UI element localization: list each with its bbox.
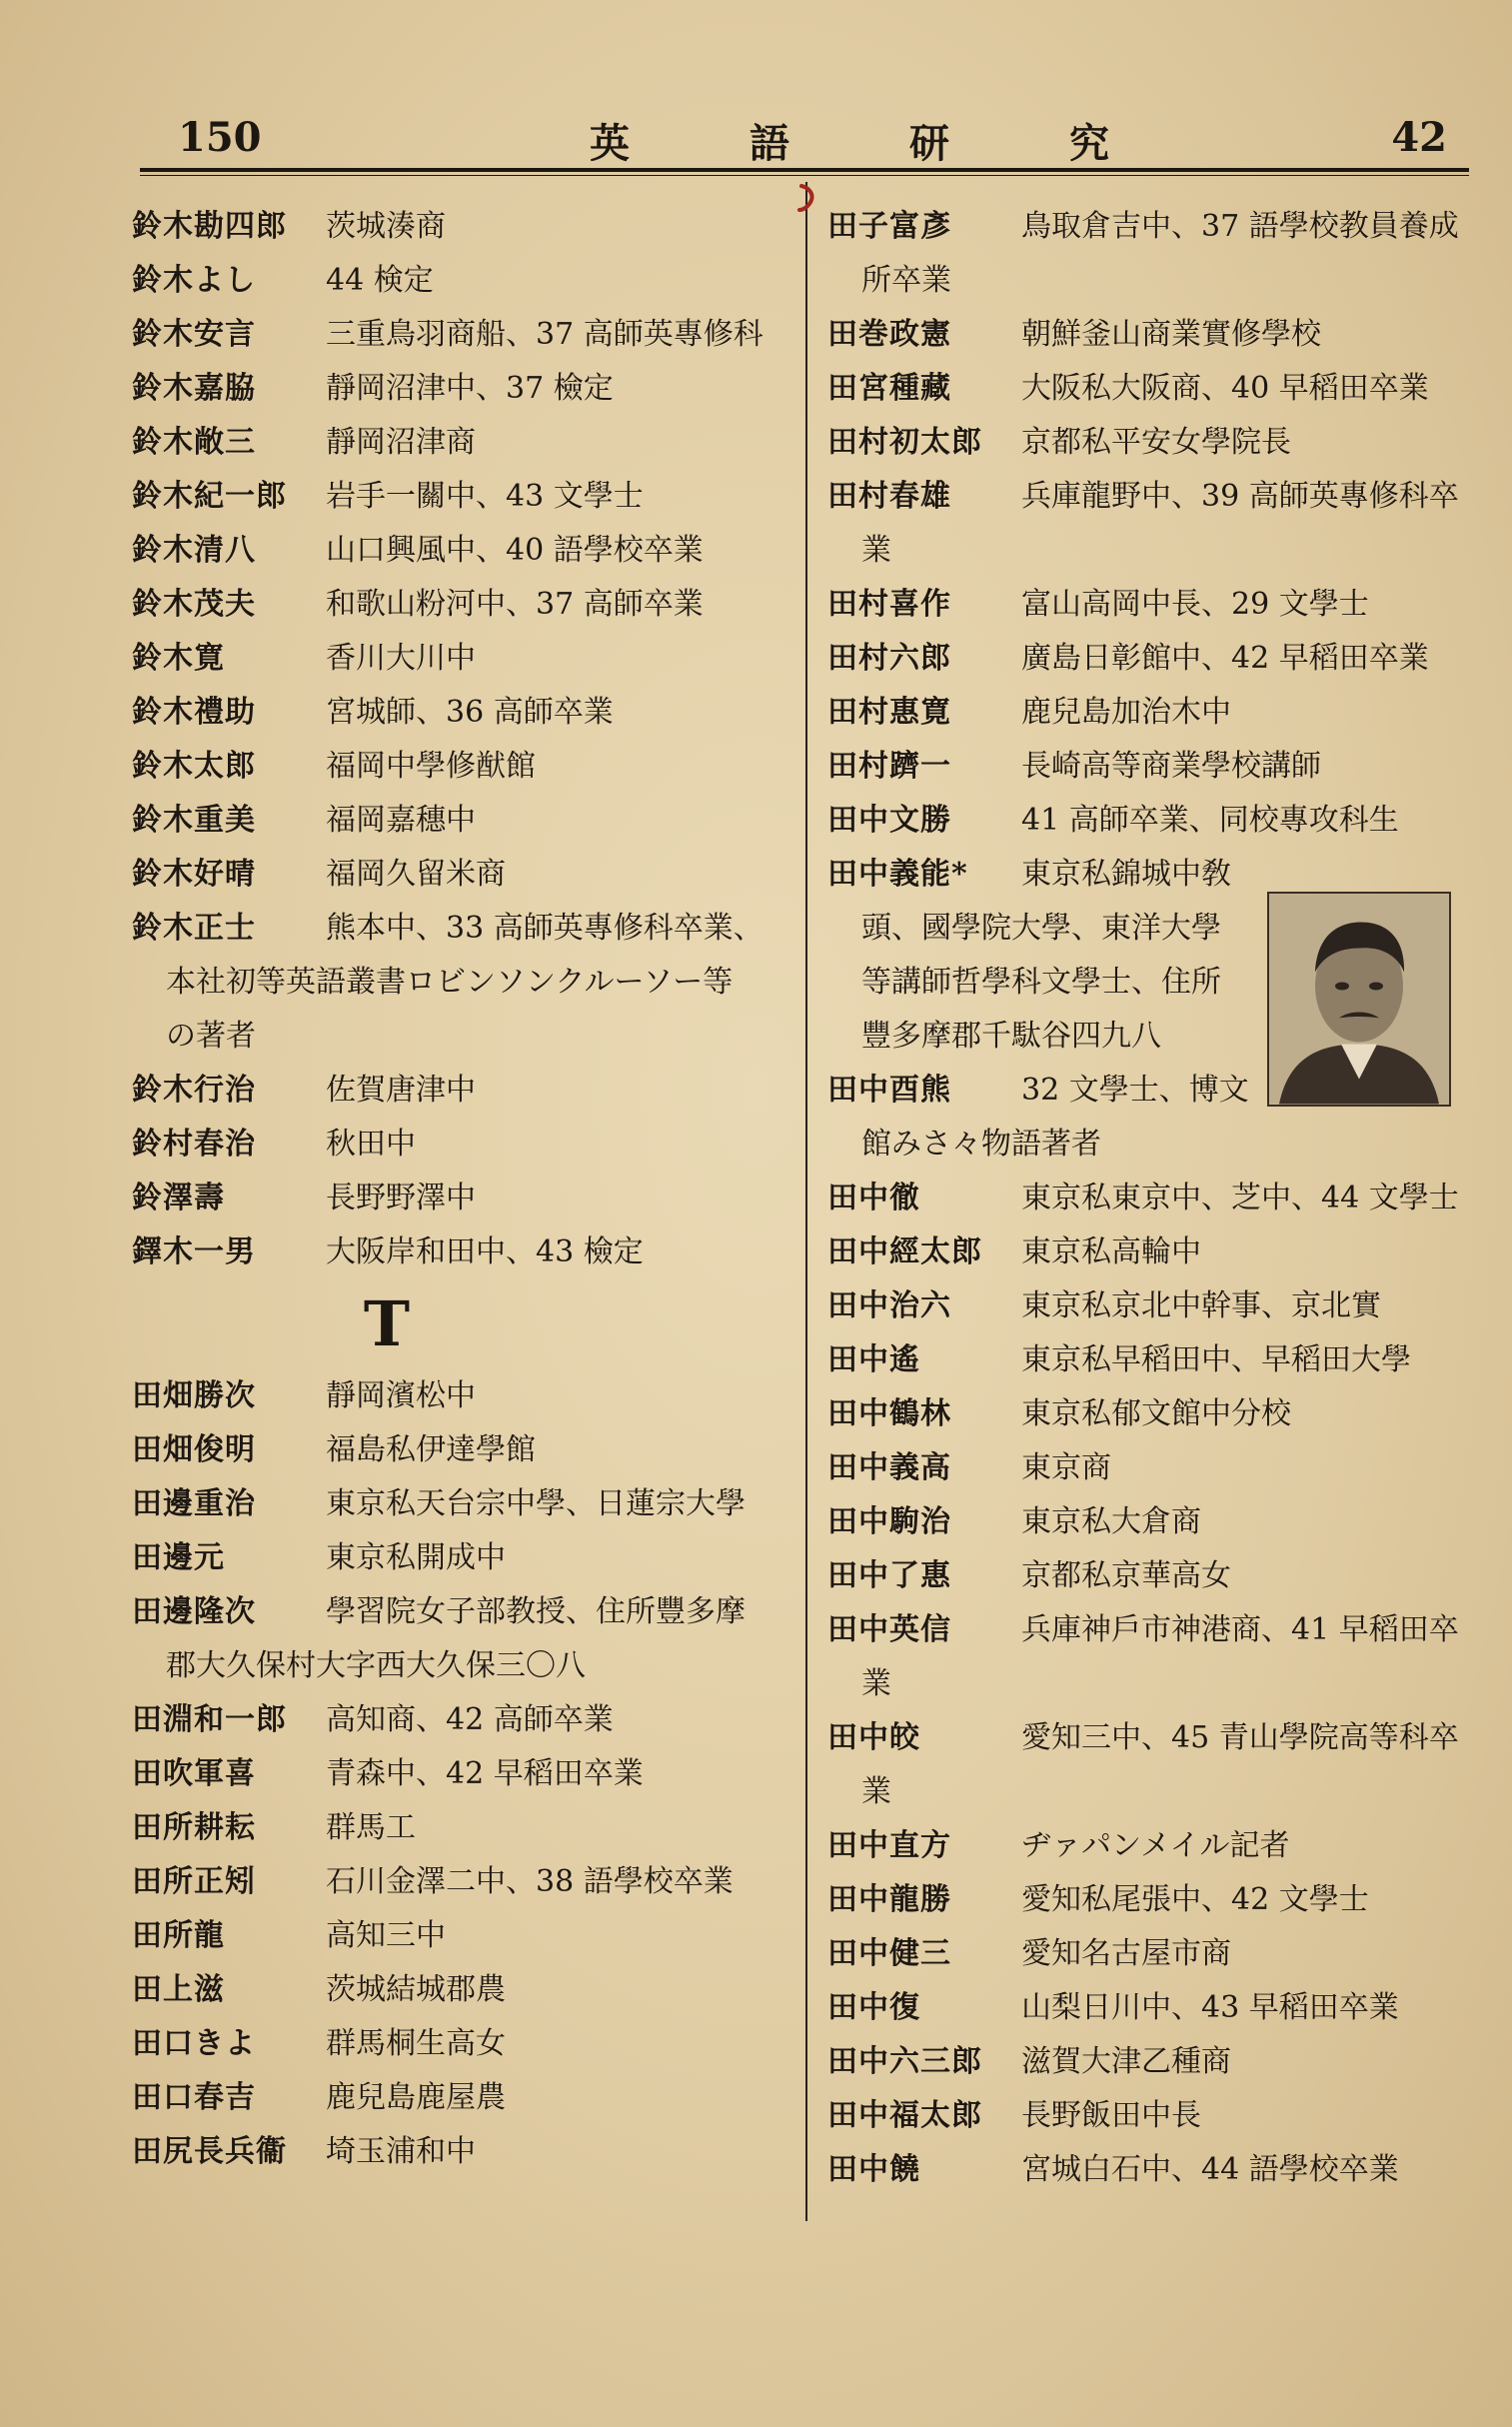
entry-name: 田村躋一	[827, 749, 951, 784]
entry-description: 福島私伊達學館	[326, 1432, 536, 1467]
entry-continuation: 等講師哲學科文學士、住所	[861, 965, 1221, 1000]
entry-description: 長崎高等商業學校講師	[1021, 749, 1321, 784]
title-char: 研	[909, 120, 949, 167]
running-title	[590, 112, 1109, 169]
entry-description: 高知三中	[326, 1918, 446, 1953]
entry-name: 田口きよ	[132, 2026, 256, 2061]
entry-name: 田中健三	[827, 1936, 951, 1971]
entry-description: 鳥取倉吉中、37 語學校教員養成	[1021, 209, 1459, 244]
entry-description: 兵庫神戶市神港商、41 早稻田卒	[1021, 1612, 1459, 1647]
entry-description: 青森中、42 早稻田卒業	[326, 1756, 644, 1791]
entry-continuation: 館みさ々物語著者	[861, 1127, 1101, 1162]
section-letter: T	[363, 1287, 411, 1360]
directory-entry	[827, 632, 1477, 686]
entry-description: 鹿兒島鹿屋農	[326, 2080, 506, 2115]
directory-entry	[132, 2017, 791, 2071]
title-char: 究	[1069, 120, 1109, 167]
portrait-photo	[1267, 892, 1451, 1107]
directory-entry	[827, 2035, 1477, 2089]
header-rule-thin	[140, 175, 1469, 176]
entry-description: 滋賀大津乙種商	[1021, 2044, 1231, 2079]
directory-entry	[827, 200, 1477, 308]
entry-description: 茨城湊商	[326, 209, 446, 244]
entry-description: 富山高岡中長、29 文學士	[1021, 587, 1369, 622]
directory-entry	[827, 794, 1477, 848]
entry-name: 田所龍	[132, 1918, 225, 1953]
entry-name: 鈴木よし	[132, 263, 256, 298]
entry-name: 鈴木嘉脇	[132, 371, 256, 406]
entry-description: 41 高師卒業、同校專攻科生	[1021, 803, 1399, 838]
column-divider	[805, 182, 807, 2221]
entry-name: 鈴木好晴	[132, 857, 256, 892]
directory-entry	[132, 1909, 791, 1963]
entry-name: 田所耕耘	[132, 1810, 256, 1845]
entry-description: 福岡中學修猷館	[326, 749, 536, 784]
entry-name: 鈴木禮助	[132, 695, 256, 730]
entry-description: 44 検定	[326, 263, 434, 298]
entry-description: 香川大川中	[326, 641, 476, 676]
entry-name: 田宮種藏	[827, 371, 951, 406]
entry-continuation: 頭、國學院大學、東洋大學	[861, 911, 1221, 946]
directory-entry	[132, 1423, 791, 1477]
directory-entry	[132, 1064, 791, 1118]
directory-entry	[827, 1333, 1477, 1387]
entry-name: 田所正矧	[132, 1864, 256, 1899]
directory-entry	[827, 2089, 1477, 2143]
entry-name: 鈴木安言	[132, 317, 256, 352]
entry-description: 大阪岸和田中、43 檢定	[326, 1234, 644, 1269]
entry-name: 田中六三郎	[827, 2044, 982, 2079]
entry-description: 靜岡濱松中	[326, 1378, 476, 1413]
right-column	[827, 200, 1477, 2197]
entry-description: 山口興風中、40 語學校卒業	[326, 533, 704, 568]
entry-name: 鈴木清八	[132, 533, 256, 568]
entry-name: 田邊重治	[132, 1486, 256, 1521]
entry-name: 田中治六	[827, 1288, 951, 1323]
entry-name: 田中義高	[827, 1450, 951, 1485]
entry-continuation: 所卒業	[861, 263, 951, 298]
directory-entry	[132, 1172, 791, 1225]
entry-description: 佐賀唐津中	[326, 1073, 476, 1108]
left-entries-s	[132, 200, 791, 1279]
entry-description: 愛知私尾張中、42 文學士	[1021, 1882, 1369, 1917]
entry-description: 愛知三中、45 青山學院高等科卒	[1021, 1720, 1459, 1755]
directory-entry	[827, 1819, 1477, 1873]
entry-name: 田中直方	[827, 1828, 951, 1863]
entry-name: 鈴木敞三	[132, 425, 256, 460]
entry-description: 廣島日彰館中、42 早稻田卒業	[1021, 641, 1429, 676]
entry-description: 秋田中	[326, 1127, 416, 1162]
entry-description: 茨城結城郡農	[326, 1972, 506, 2007]
directory-entry	[827, 1387, 1477, 1441]
entry-name: 田尻長兵衞	[132, 2134, 287, 2169]
directory-entry	[827, 1495, 1477, 1549]
entry-continuation: の著者	[166, 1019, 256, 1054]
directory-entry	[132, 1118, 791, 1172]
directory-entry	[827, 362, 1477, 416]
entry-name: 田村初太郎	[827, 425, 982, 460]
directory-entry	[827, 1225, 1477, 1279]
header-rule	[140, 168, 1469, 172]
entry-description: 長野飯田中長	[1021, 2098, 1201, 2133]
entry-description: 京都私平安女學院長	[1021, 425, 1291, 460]
entry-name: 田中福太郎	[827, 2098, 982, 2133]
entry-continuation: 郡大久保村大字西大久保三〇八	[166, 1648, 586, 1683]
entry-description: 大阪私大阪商、40 早稻田卒業	[1021, 371, 1429, 406]
entry-description: 三重鳥羽商船、37 高師英專修科	[326, 317, 763, 352]
entry-description: 東京私東京中、芝中、44 文學士	[1021, 1181, 1459, 1215]
directory-entry	[132, 1801, 791, 1855]
entry-description: 東京商	[1021, 1450, 1111, 1485]
entry-name: 鈴木勘四郎	[132, 209, 287, 244]
entry-name: 田中皎	[827, 1720, 920, 1755]
entry-name: 田村六郎	[827, 641, 951, 676]
entry-name: 田邊隆次	[132, 1594, 256, 1629]
directory-entry	[132, 1747, 791, 1801]
directory-entry	[827, 1711, 1477, 1819]
red-ink-mark	[795, 184, 819, 212]
title-char: 語	[750, 120, 789, 167]
entry-name: 田村春雄	[827, 479, 951, 514]
directory-entry	[132, 362, 791, 416]
directory-entry	[132, 902, 791, 1064]
directory-entry	[132, 1531, 791, 1585]
entry-name: 田吹軍喜	[132, 1756, 256, 1791]
entry-description: 熊本中、33 高師英專修科卒業、	[326, 911, 763, 946]
directory-entry	[132, 1963, 791, 2017]
entry-name: 田中經太郎	[827, 1234, 982, 1269]
directory-entry	[827, 578, 1477, 632]
entry-description: 岩手一關中、43 文學士	[326, 479, 644, 514]
directory-entry	[827, 308, 1477, 362]
entry-name: 鈴村春治	[132, 1127, 256, 1162]
entry-name: 鈴木重美	[132, 803, 256, 838]
directory-entry	[827, 1873, 1477, 1927]
entry-description: 靜岡沼津商	[326, 425, 476, 460]
entry-name: 田中了惠	[827, 1558, 951, 1593]
directory-entry	[132, 1477, 791, 1531]
directory-entry	[132, 794, 791, 848]
entry-description: 東京私京北中幹事、京北實	[1021, 1288, 1381, 1323]
entry-name: 田村喜作	[827, 587, 951, 622]
entry-name: 田口春吉	[132, 2080, 256, 2115]
entry-continuation: 豐多摩郡千駄谷四九八	[861, 1019, 1161, 1054]
entry-description: 愛知名古屋市商	[1021, 1936, 1231, 1971]
entry-description: 和歌山粉河中、37 高師卒業	[326, 587, 704, 622]
entry-description: 長野野澤中	[326, 1181, 476, 1215]
entry-name: 田上滋	[132, 1972, 225, 2007]
entry-name: 田中遙	[827, 1342, 920, 1377]
directory-entry	[827, 1279, 1477, 1333]
entry-name: 田中復	[827, 1990, 920, 2025]
entry-name: 鐸木一男	[132, 1234, 256, 1269]
entry-name: 田中駒治	[827, 1504, 951, 1539]
entry-description: 靜岡沼津中、37 檢定	[326, 371, 614, 406]
directory-entry	[132, 632, 791, 686]
entry-name: 田中酉熊	[827, 1073, 951, 1108]
entry-name: 鈴澤壽	[132, 1181, 225, 1215]
entry-name: 田中鶴林	[827, 1396, 951, 1431]
directory-entry	[132, 308, 791, 362]
directory-entry	[132, 848, 791, 902]
left-entries-t	[132, 1369, 791, 2179]
directory-entry	[827, 2143, 1477, 2197]
entry-name: 田畑勝次	[132, 1378, 256, 1413]
entry-description: 東京私天台宗中學、日蓮宗大學	[326, 1486, 746, 1521]
entry-description: 鹿兒島加治木中	[1021, 695, 1231, 730]
entry-description: 福岡嘉穗中	[326, 803, 476, 838]
entry-name: 田畑俊明	[132, 1432, 256, 1467]
entry-name: 田子富彥	[827, 209, 951, 244]
entry-name: 田中饒	[827, 2152, 920, 2187]
page-number-right: 42	[1391, 114, 1447, 161]
entry-name: 鈴木紀一郎	[132, 479, 287, 514]
entry-description: 學習院女子部教授、住所豐多摩	[326, 1594, 746, 1629]
portrait-icon	[1269, 894, 1449, 1105]
entry-description: 東京私郁文館中分校	[1021, 1396, 1291, 1431]
directory-entry	[827, 1603, 1477, 1711]
directory-entry	[132, 200, 791, 254]
entry-description: 群馬工	[326, 1810, 416, 1845]
entry-continuation: 業	[861, 533, 891, 568]
title-char: 英	[590, 120, 630, 167]
directory-entry	[132, 1585, 791, 1693]
entry-name: 田巻政憲	[827, 317, 951, 352]
entry-description: 京都私京華高女	[1021, 1558, 1231, 1593]
entry-description: 福岡久留米商	[326, 857, 506, 892]
entry-description: 埼玉浦和中	[326, 2134, 476, 2169]
directory-entry	[132, 416, 791, 470]
directory-entry	[132, 524, 791, 578]
directory-entry	[827, 1981, 1477, 2035]
entry-description: 群馬桐生高女	[326, 2026, 506, 2061]
directory-entry	[132, 470, 791, 524]
entry-description: ヂァパンメイル記者	[1021, 1828, 1290, 1863]
entry-continuation: 本社初等英語叢書ロビンソンクルーソー等	[166, 965, 734, 1000]
page-header	[140, 108, 1469, 168]
entry-description: 宮城師、36 高師卒業	[326, 695, 614, 730]
entry-continuation: 業	[861, 1666, 891, 1701]
directory-entry	[827, 1549, 1477, 1603]
directory-entry	[132, 740, 791, 794]
entry-description: 石川金澤二中、38 語學校卒業	[326, 1864, 734, 1899]
entry-description: 東京私高輪中	[1021, 1234, 1201, 1269]
directory-entry	[132, 1225, 791, 1279]
directory-entry	[827, 416, 1477, 470]
entry-description: 東京私早稻田中、早稻田大學	[1021, 1342, 1411, 1377]
entry-description: 東京私錦城中敎	[1021, 857, 1231, 892]
directory-entry	[132, 578, 791, 632]
entry-name: 田淵和一郎	[132, 1702, 287, 1737]
entry-name: 田中文勝	[827, 803, 951, 838]
entry-name: 田邊元	[132, 1540, 225, 1575]
entry-description: 東京私開成中	[326, 1540, 506, 1575]
directory-entry	[827, 1441, 1477, 1495]
entry-description: 宮城白石中、44 語學校卒業	[1021, 2152, 1399, 2187]
entry-continuation: 業	[861, 1774, 891, 1809]
directory-entry	[827, 740, 1477, 794]
entry-name: 鈴木茂夫	[132, 587, 256, 622]
entry-description: 兵庫龍野中、39 高師英專修科卒	[1021, 479, 1459, 514]
page-number-left: 150	[178, 114, 262, 161]
entry-description: 高知商、42 高師卒業	[326, 1702, 614, 1737]
entry-name: 田中英信	[827, 1612, 951, 1647]
directory-entry	[827, 1172, 1477, 1225]
entry-name: 鈴木寛	[132, 641, 225, 676]
entry-description: 32 文學士、博文	[1021, 1073, 1249, 1108]
entry-name: 鈴木正士	[132, 911, 256, 946]
directory-entry	[132, 686, 791, 740]
entry-name: 鈴木太郎	[132, 749, 256, 784]
entry-description: 山梨日川中、43 早稻田卒業	[1021, 1990, 1399, 2025]
entry-description: 東京私大倉商	[1021, 1504, 1201, 1539]
directory-entry	[827, 1927, 1477, 1981]
directory-entry	[132, 1855, 791, 1909]
entry-name: 田中義能*	[827, 857, 968, 892]
right-entries	[827, 200, 1477, 2197]
left-column	[132, 200, 791, 2179]
directory-entry	[827, 686, 1477, 740]
entry-name: 田中龍勝	[827, 1882, 951, 1917]
entry-name: 鈴木行治	[132, 1073, 256, 1108]
directory-entry	[132, 2125, 791, 2179]
entry-description: 朝鮮釜山商業實修學校	[1021, 317, 1321, 352]
directory-entry	[827, 470, 1477, 578]
directory-entry	[132, 2071, 791, 2125]
directory-entry	[132, 1369, 791, 1423]
entry-name: 田村惠寛	[827, 695, 951, 730]
entry-name: 田中徹	[827, 1181, 920, 1215]
directory-entry	[132, 1693, 791, 1747]
directory-entry	[132, 254, 791, 308]
